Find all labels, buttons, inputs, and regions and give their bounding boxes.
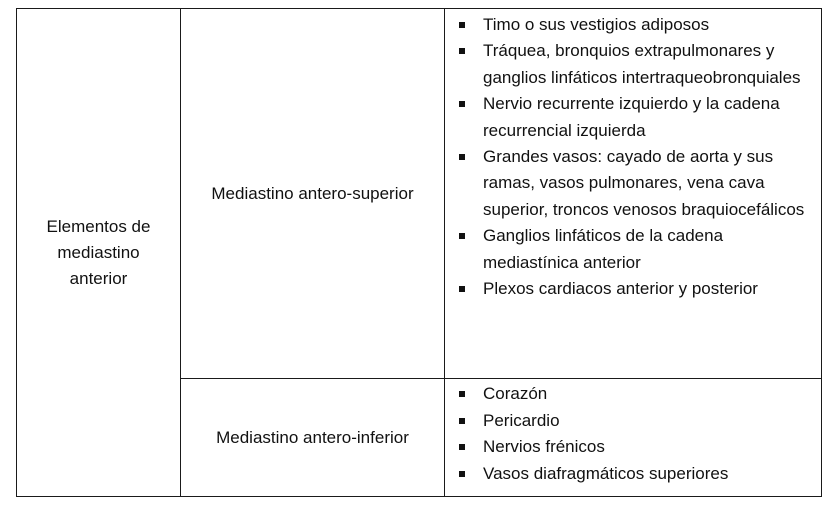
region-label: Mediastino antero-inferior — [216, 427, 409, 447]
region-cell-inferior — [181, 379, 445, 497]
square-bullet-icon — [459, 154, 465, 160]
list-item: Tráquea, bronquios extrapulmonares y ganglios linfáticos intertraqueobronquiales — [457, 38, 813, 91]
category-label: Elementos de mediastino anterior — [46, 216, 151, 288]
square-bullet-icon — [459, 391, 465, 397]
square-bullet-icon — [459, 286, 465, 292]
square-bullet-icon — [459, 22, 465, 28]
item-list — [445, 9, 821, 369]
list-item: Vasos diafragmáticos superiores — [457, 461, 813, 487]
square-bullet-icon — [459, 418, 465, 424]
mediastinum-table — [16, 8, 822, 497]
region-cell-superior — [181, 9, 445, 379]
square-bullet-icon — [459, 233, 465, 239]
square-bullet-icon — [459, 471, 465, 477]
region-label: Mediastino antero-superior — [211, 183, 414, 203]
list-item: Nervio recurrente izquierdo y la cadena recurrencial izquierda — [457, 91, 813, 144]
square-bullet-icon — [459, 48, 465, 54]
category-cell — [17, 9, 181, 497]
list-item: Timo o sus vestigios adiposos — [457, 12, 813, 38]
list-item: Nervios frénicos — [457, 434, 813, 460]
square-bullet-icon — [459, 444, 465, 450]
square-bullet-icon — [459, 101, 465, 107]
list-item: Plexos cardiacos anterior y posterior — [457, 276, 813, 302]
items-cell-superior — [445, 9, 822, 379]
table-row — [17, 9, 822, 379]
list-item: Ganglios linfáticos de la cadena mediastínica anterior — [457, 223, 813, 276]
list-item: Corazón — [457, 381, 813, 407]
list-item: Grandes vasos: cayado de aorta y sus ramas, vasos pulmonares, vena cava superior, troncos venosos braquiocefálicos — [457, 144, 813, 223]
list-item: Pericardio — [457, 408, 813, 434]
item-list — [445, 379, 821, 493]
items-cell-inferior — [445, 379, 822, 497]
